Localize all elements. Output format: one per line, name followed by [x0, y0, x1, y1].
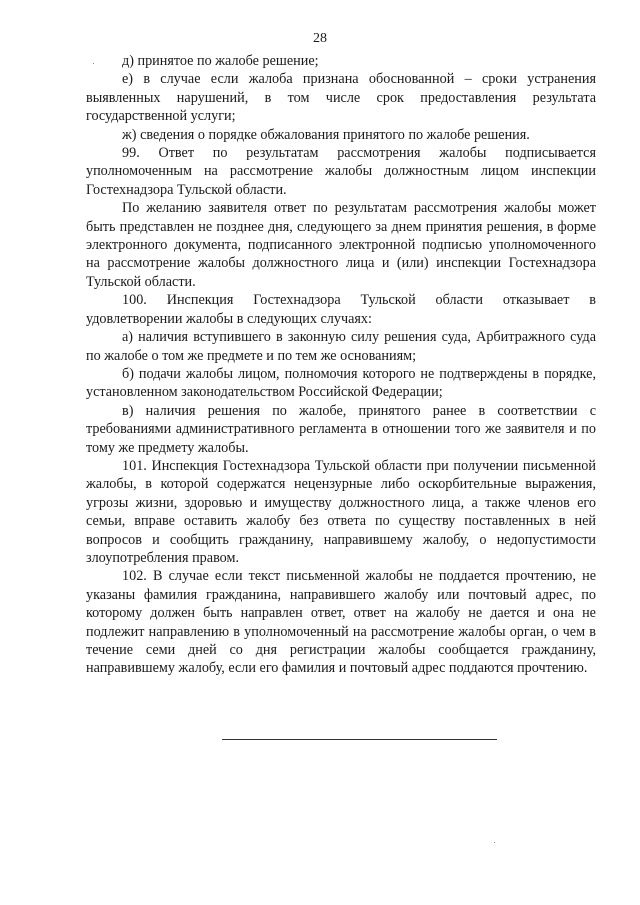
- closing-divider-line: [222, 739, 497, 740]
- paragraph-v-prior-decision: в) наличия решения по жалобе, принятого ранее в соответствии с требованиями административного регламента в отношении того же заявителя и по тому же предмету жалобы.: [86, 402, 596, 456]
- paragraph-d-decision: д) принятое по жалобе решение;: [122, 53, 319, 69]
- paragraph-e-remedy-terms: е) в случае если жалоба признана обоснованной – сроки устранения выявленных нарушений, в том числе срок предоставления результата государственной услуги;: [86, 71, 596, 125]
- paragraph-a-court-decision: а) наличия вступившего в законную силу решения суда, Арбитражного суда по жалобе о том же предмете и по тем же основаниям;: [86, 329, 596, 364]
- scan-speck: [494, 842, 495, 843]
- paragraph-99-signature: 99. Ответ по результатам рассмотрения жалобы подписывается уполномоченным на рассмотрение жалобы должностным лицом инспекции Гостехнадзора Тульской области.: [86, 145, 596, 198]
- scan-speck: [93, 63, 94, 64]
- document-body: [86, 52, 596, 678]
- paragraph-100-refusal: 100. Инспекция Гостехнадзора Тульской области отказывает в удовлетворении жалобы в следующих случаях:: [86, 292, 596, 327]
- paragraph-101-offensive-complaint: 101. Инспекция Гостехнадзора Тульской области при получении письменной жалобы, в которой содержатся нецензурные либо оскорбительные выражения, угрозы жизни, здоровью и имуществу должностного лица, а также членов его семьи, вправе оставить жалобу без ответа по существу поставленных в ней вопросов и сообщить гражданину, направившему жалобу, о недопустимости злоупотребления правом.: [86, 457, 596, 566]
- paragraph-zh-appeal-procedure: ж) сведения о порядке обжалования принятого по жалобе решения.: [122, 126, 530, 143]
- paragraph-electronic-response: По желанию заявителя ответ по результатам рассмотрения жалобы может быть представлен не позднее дня, следующего за днем принятия решения, в форме электронного документа, подписанного электронной подписью уполномоченного на рассмотрение жалобы должностного лица и (или) инспекции Гостехнадзора Тульской области.: [86, 200, 596, 290]
- paragraph-b-unauthorized-person: б) подачи жалобы лицом, полномочия которого не подтверждены в порядке, установленном законодательством Российской Федерации;: [86, 365, 596, 401]
- page-number: 28: [313, 31, 327, 46]
- paragraph-102-unreadable-complaint: 102. В случае если текст письменной жалобы не поддается прочтению, не указаны фамилия гражданина, направившего жалобу или почтовый адрес, по которому должен быть направлен ответ, ответ на жалобу не дается и она не подлежит направлению в уполномоченный на рассмотрение жалобы орган, о чем в течение семи дней со дня регистрации жалобы сообщается гражданину, направившему жалобу, если его фамилия и почтовый адрес поддаются прочтению.: [86, 568, 596, 677]
